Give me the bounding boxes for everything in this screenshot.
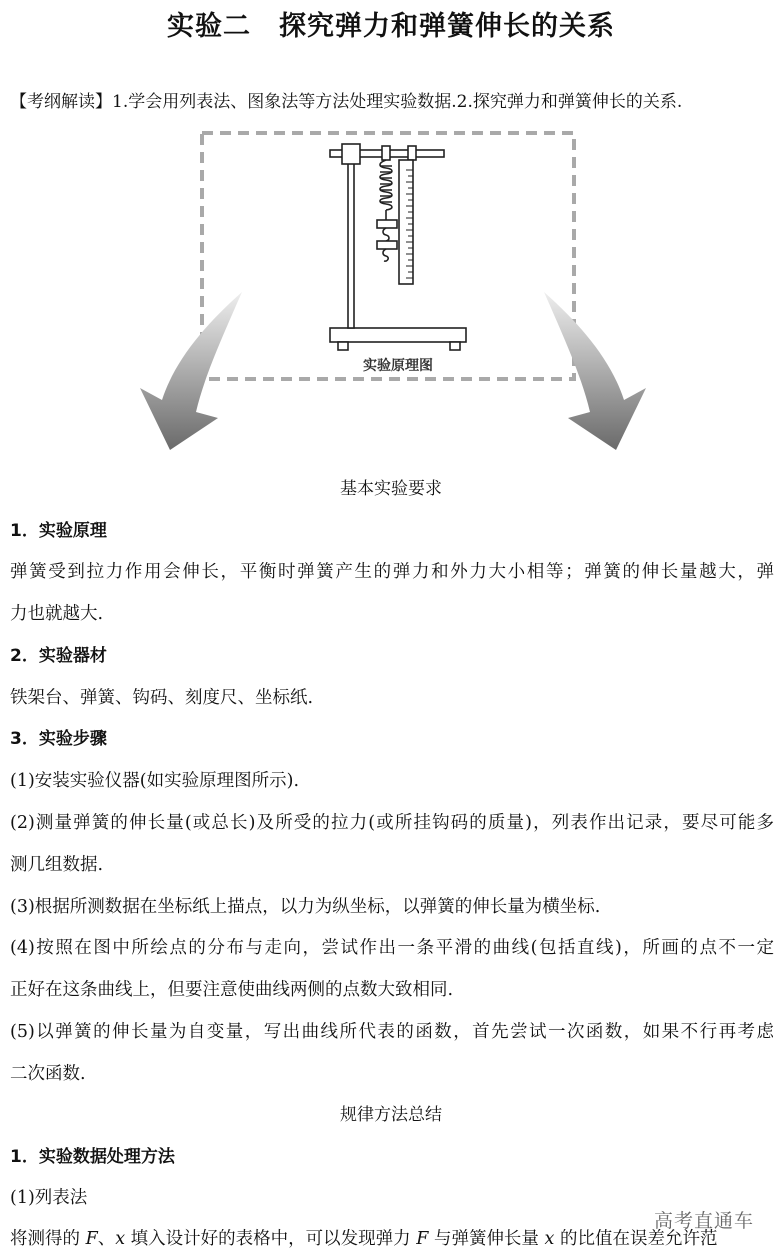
title-experiment-number: 实验二 (167, 11, 251, 42)
heading-principle: 1．实验原理 (10, 521, 107, 541)
step-2-line-1: (2)测量弹簧的伸长量(或总长)及所受的拉力(或所挂钩码的质量)，列表作出记录，要尽可能多 (10, 813, 774, 833)
syllabus-intro: 【考纲解读】1.学会用列表法、图象法等方法处理实验数据.2.探究弹力和弹簧伸长的关系. (10, 92, 683, 112)
principle-text-line-1: 弹簧受到拉力作用会伸长，平衡时弹簧产生的弹力和外力大小相等；弹簧的伸长量越大，弹 (10, 562, 774, 582)
step-5-line-1: (5)以弹簧的伸长量为自变量，写出曲线所代表的函数，首先尝试一次函数，如果不行再考虑 (10, 1022, 774, 1042)
step-3: (3)根据所测数据在坐标纸上描点，以力为纵坐标，以弹簧的伸长量为横坐标. (10, 897, 601, 917)
section-heading-basic: 基本实验要求 (340, 479, 442, 499)
heading-equipment: 2．实验器材 (10, 646, 107, 666)
figure-caption: 实验原理图 (363, 358, 433, 374)
page-title (0, 4, 782, 43)
step-1: (1)安装实验仪器(如实验原理图所示). (10, 771, 300, 791)
step-2-line-2: 测几组数据. (10, 855, 104, 875)
section-heading-method: 规律方法总结 (340, 1105, 442, 1125)
step-4-line-1: (4)按照在图中所绘点的分布与走向，尝试作出一条平滑的曲线(包括直线)，所画的点不一定 (10, 938, 774, 958)
heading-steps: 3．实验步骤 (10, 729, 107, 749)
title-topic: 探究弹力和弹簧伸长的关系 (279, 11, 615, 42)
table-method-text: 将测得的 F、x 填入设计好的表格中，可以发现弹力 F 与弹簧伸长量 x 的比值在误差允许范 (10, 1229, 718, 1249)
step-4-line-2: 正好在这条曲线上，但要注意使曲线两侧的点数大致相同. (10, 980, 454, 1000)
watermark-text: 高考直通车 (653, 1210, 754, 1232)
experiment-figure (130, 120, 650, 460)
step-5-line-2: 二次函数. (10, 1064, 86, 1084)
method-table: (1)列表法 (10, 1188, 88, 1208)
heading-data-processing: 1．实验数据处理方法 (10, 1147, 175, 1167)
equipment-text: 铁架台、弹簧、钩码、刻度尺、坐标纸. (10, 688, 314, 708)
principle-text-line-2: 力也就越大. (10, 604, 104, 624)
